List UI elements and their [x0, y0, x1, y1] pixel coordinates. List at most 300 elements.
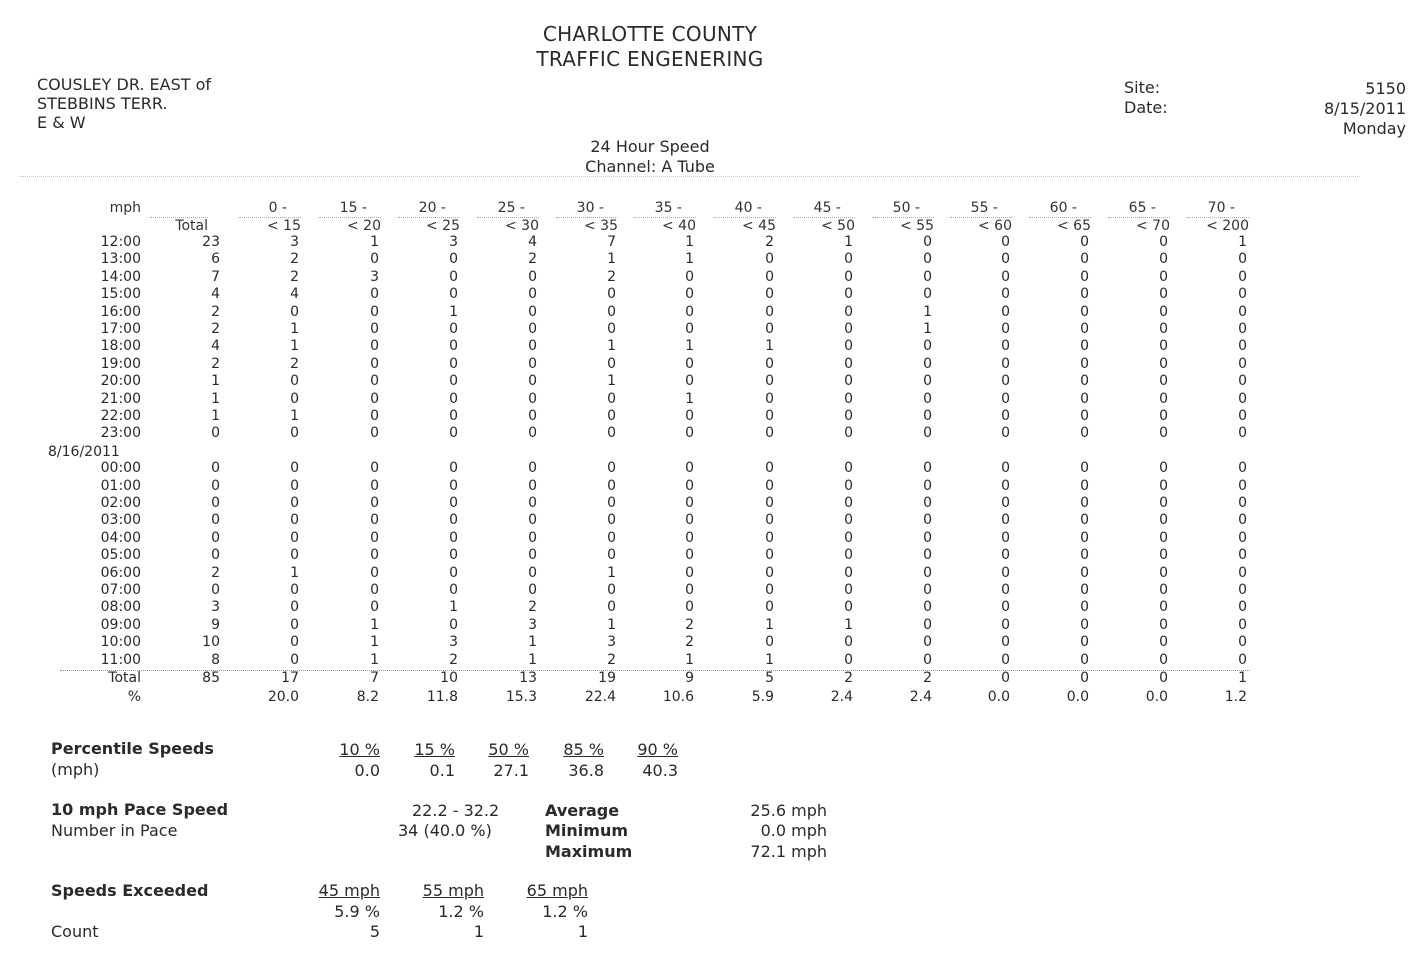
- bin-count: 0: [290, 477, 299, 494]
- bin-count: 0: [1080, 651, 1089, 668]
- bin-count: 2: [765, 234, 774, 250]
- bin-count: 0: [607, 599, 616, 616]
- bin-count: 1: [449, 303, 458, 320]
- bin-count: 0: [765, 582, 774, 598]
- bin-count: 0: [1080, 599, 1089, 616]
- bin-count: 0: [449, 355, 458, 372]
- bin-count: 0: [1080, 616, 1089, 633]
- bin-count: 0: [1238, 321, 1247, 337]
- bin-count: 0: [528, 512, 537, 529]
- bin-count: 0: [1238, 268, 1247, 285]
- grand-total: 85: [202, 670, 220, 686]
- bin-count: 0: [765, 634, 774, 651]
- bin-count: 0: [923, 529, 932, 546]
- bin-count: 0: [370, 495, 379, 511]
- percentile-header: 15 %: [414, 740, 455, 759]
- bin-count: 0: [1159, 321, 1168, 337]
- bin-header-bottom: < 70: [1108, 217, 1170, 234]
- exceeded-count: 5: [369, 922, 380, 941]
- exceeded-header: 45 mph: [318, 881, 380, 900]
- bin-count: 2: [528, 599, 537, 616]
- bin-count: 0: [1159, 234, 1168, 250]
- bin-count: 1: [765, 338, 774, 355]
- bin-count: 0: [370, 408, 379, 424]
- bin-count: 0: [923, 338, 932, 355]
- bin-count: 0: [844, 582, 853, 598]
- bin-percent: 15.3: [505, 689, 537, 705]
- bin-count: 0: [1080, 286, 1089, 303]
- bin-count: 0: [923, 651, 932, 668]
- bin-count: 7: [607, 234, 616, 250]
- bin-count: 0: [449, 251, 458, 268]
- minimum-label: Minimum: [545, 821, 629, 840]
- exceeded-percent: 5.9 %: [334, 902, 380, 921]
- time-label: 09:00: [100, 616, 141, 633]
- bin-count: 0: [844, 390, 853, 407]
- location-line-2: STEBBINS TERR.: [37, 94, 168, 113]
- bin-count: 0: [449, 564, 458, 581]
- bin-count: 0: [765, 373, 774, 390]
- row-total: 0: [211, 547, 220, 564]
- percentile-unit: (mph): [51, 760, 100, 779]
- bin-count: 0: [449, 512, 458, 529]
- bin-count: 1: [685, 338, 694, 355]
- bin-count: 0: [528, 286, 537, 303]
- time-label: 06:00: [100, 564, 141, 581]
- bin-count: 0: [290, 512, 299, 529]
- bin-count: 0: [685, 460, 694, 477]
- totals-label: Total: [108, 670, 141, 686]
- time-label: 16:00: [100, 303, 141, 320]
- bin-count: 0: [528, 425, 537, 442]
- row-total: 1: [211, 390, 220, 407]
- bin-count: 0: [1080, 338, 1089, 355]
- bin-count: 0: [1001, 373, 1010, 390]
- bin-count: 0: [1001, 425, 1010, 442]
- bin-count: 0: [370, 373, 379, 390]
- bin-count: 0: [844, 321, 853, 337]
- bin-count: 0: [1001, 460, 1010, 477]
- time-label: 21:00: [100, 390, 141, 407]
- bin-count: 0: [765, 495, 774, 511]
- bin-count: 0: [1001, 251, 1010, 268]
- date-break: 8/16/2011: [48, 443, 120, 460]
- bin-count: 0: [290, 495, 299, 511]
- bin-total: 13: [519, 670, 537, 686]
- site-label: Site:: [1124, 78, 1161, 97]
- bin-header-top: 35 -: [654, 200, 682, 216]
- bin-count: 0: [685, 268, 694, 285]
- bin-count: 0: [370, 338, 379, 355]
- bin-count: 0: [290, 651, 299, 668]
- bin-count: 0: [923, 564, 932, 581]
- bin-header-bottom: < 55: [872, 217, 934, 234]
- bin-count: 0: [1238, 251, 1247, 268]
- time-label: 20:00: [100, 373, 141, 390]
- bin-header-top: 25 -: [497, 200, 525, 216]
- bin-count: 0: [449, 408, 458, 424]
- bin-count: 0: [1159, 390, 1168, 407]
- bin-header-bottom: < 50: [793, 217, 855, 234]
- exceeded-count: 1: [577, 922, 588, 941]
- row-total: 9: [211, 616, 220, 633]
- bin-percent: 5.9: [751, 689, 774, 705]
- bin-count: 0: [1238, 495, 1247, 511]
- bin-count: 1: [370, 651, 379, 668]
- bin-count: 0: [1080, 512, 1089, 529]
- bin-count: 0: [528, 268, 537, 285]
- bin-count: 0: [765, 529, 774, 546]
- bin-count: 0: [1238, 303, 1247, 320]
- bin-count: 0: [370, 321, 379, 337]
- bin-count: 0: [844, 599, 853, 616]
- exceeded-count-label: Count: [51, 922, 99, 941]
- bin-count: 0: [685, 477, 694, 494]
- row-total: 4: [211, 338, 220, 355]
- bin-count: 0: [370, 564, 379, 581]
- percentile-title: Percentile Speeds: [51, 739, 214, 758]
- time-label: 00:00: [100, 460, 141, 477]
- bin-header-bottom: < 30: [477, 217, 539, 234]
- bin-count: 0: [290, 582, 299, 598]
- bin-percent: 10.6: [662, 689, 694, 705]
- row-total: 0: [211, 582, 220, 598]
- time-label: 11:00: [100, 651, 141, 668]
- bin-count: 0: [765, 390, 774, 407]
- bin-count: 0: [528, 547, 537, 564]
- bin-count: 0: [528, 582, 537, 598]
- bin-count: 0: [1159, 547, 1168, 564]
- header-divider: [20, 176, 1360, 177]
- bin-total: 2: [923, 670, 932, 686]
- percent-label: %: [127, 689, 141, 705]
- bin-count: 1: [370, 616, 379, 633]
- bin-count: 0: [923, 355, 932, 372]
- bin-header-bottom: < 45: [714, 217, 776, 234]
- bin-count: 0: [528, 373, 537, 390]
- row-total: 0: [211, 529, 220, 546]
- time-label: 23:00: [100, 425, 141, 442]
- bin-count: 0: [1080, 477, 1089, 494]
- bin-count: 0: [1001, 564, 1010, 581]
- bin-count: 2: [290, 355, 299, 372]
- row-total: 0: [211, 512, 220, 529]
- bin-count: 0: [290, 460, 299, 477]
- bin-count: 0: [844, 373, 853, 390]
- bin-count: 0: [290, 303, 299, 320]
- bin-count: 1: [290, 321, 299, 337]
- bin-count: 0: [685, 373, 694, 390]
- bin-count: 0: [528, 321, 537, 337]
- bin-count: 1: [607, 616, 616, 633]
- bin-count: 0: [844, 268, 853, 285]
- bin-count: 0: [685, 321, 694, 337]
- bin-count: 0: [607, 495, 616, 511]
- bin-count: 0: [844, 547, 853, 564]
- bin-count: 0: [923, 634, 932, 651]
- time-label: 15:00: [100, 286, 141, 303]
- bin-count: 3: [607, 634, 616, 651]
- bin-count: 0: [370, 425, 379, 442]
- bin-count: 0: [923, 425, 932, 442]
- bin-count: 1: [685, 251, 694, 268]
- bin-percent: 22.4: [584, 689, 616, 705]
- bin-count: 0: [765, 303, 774, 320]
- report-title: 24 Hour Speed: [590, 137, 710, 156]
- bin-header-bottom: < 35: [556, 217, 618, 234]
- bin-count: 0: [370, 529, 379, 546]
- bin-count: 0: [923, 460, 932, 477]
- bin-count: 0: [1159, 251, 1168, 268]
- bin-header-bottom: < 20: [319, 217, 381, 234]
- percentile-header: 85 %: [563, 740, 604, 759]
- bin-count: 0: [844, 651, 853, 668]
- bin-header-top: 60 -: [1049, 200, 1077, 216]
- bin-count: 0: [1080, 408, 1089, 424]
- site-value: 5150: [1365, 79, 1406, 98]
- bin-count: 0: [1238, 547, 1247, 564]
- bin-count: 0: [685, 582, 694, 598]
- bin-count: 0: [607, 355, 616, 372]
- bin-count: 0: [370, 390, 379, 407]
- percentile-value: 40.3: [642, 761, 678, 780]
- bin-count: 0: [370, 477, 379, 494]
- bin-count: 0: [844, 495, 853, 511]
- bin-count: 0: [290, 634, 299, 651]
- bin-count: 0: [1159, 303, 1168, 320]
- bin-count: 0: [607, 547, 616, 564]
- bin-count: 2: [685, 634, 694, 651]
- bin-count: 0: [844, 477, 853, 494]
- bin-count: 0: [1001, 529, 1010, 546]
- bin-count: 0: [1159, 564, 1168, 581]
- time-label: 08:00: [100, 599, 141, 616]
- bin-count: 0: [765, 355, 774, 372]
- pace-title: 10 mph Pace Speed: [51, 800, 229, 819]
- bin-count: 0: [1001, 582, 1010, 598]
- bin-count: 0: [923, 251, 932, 268]
- agency-name: CHARLOTTE COUNTY: [542, 22, 758, 46]
- bin-count: 0: [1159, 408, 1168, 424]
- time-label: 05:00: [100, 547, 141, 564]
- bin-count: 0: [1080, 582, 1089, 598]
- bin-count: 0: [1001, 321, 1010, 337]
- bin-count: 0: [1238, 477, 1247, 494]
- percentile-value: 0.1: [429, 761, 455, 780]
- bin-header-top: 30 -: [576, 200, 604, 216]
- bin-count: 0: [449, 582, 458, 598]
- bin-count: 0: [528, 477, 537, 494]
- bin-header-top: 50 -: [892, 200, 920, 216]
- bin-count: 0: [449, 425, 458, 442]
- bin-count: 0: [1159, 286, 1168, 303]
- bin-count: 3: [370, 268, 379, 285]
- row-total: 2: [211, 355, 220, 372]
- bin-count: 0: [607, 512, 616, 529]
- bin-count: 0: [528, 338, 537, 355]
- day-value: Monday: [1342, 119, 1406, 138]
- bin-count: 0: [1159, 512, 1168, 529]
- bin-total: 0: [1001, 670, 1010, 686]
- bin-count: 0: [1080, 321, 1089, 337]
- bin-count: 0: [290, 547, 299, 564]
- row-total: 2: [211, 321, 220, 337]
- bin-count: 0: [844, 303, 853, 320]
- bin-count: 0: [844, 286, 853, 303]
- row-total: 0: [211, 495, 220, 511]
- bin-total: 7: [370, 670, 379, 686]
- bin-count: 0: [765, 599, 774, 616]
- bin-count: 1: [370, 634, 379, 651]
- bin-count: 0: [607, 321, 616, 337]
- bin-count: 1: [844, 234, 853, 250]
- bin-count: 0: [685, 303, 694, 320]
- bin-total: 2: [844, 670, 853, 686]
- bin-count: 0: [528, 408, 537, 424]
- bin-count: 1: [923, 321, 932, 337]
- bin-count: 0: [765, 286, 774, 303]
- bin-count: 0: [1159, 599, 1168, 616]
- bin-count: 3: [290, 234, 299, 250]
- bin-count: 0: [1238, 355, 1247, 372]
- bin-count: 2: [607, 268, 616, 285]
- bin-count: 3: [449, 234, 458, 250]
- pace-range: 22.2 - 32.2: [412, 801, 500, 820]
- pace-number-value: 34 (40.0 %): [398, 821, 492, 840]
- bin-count: 1: [607, 338, 616, 355]
- bin-count: 0: [685, 599, 694, 616]
- bin-header-top: 0 -: [268, 200, 287, 216]
- bin-count: 0: [528, 355, 537, 372]
- bin-count: 0: [370, 460, 379, 477]
- bin-count: 0: [607, 529, 616, 546]
- bin-count: 0: [685, 286, 694, 303]
- bin-header-top: 70 -: [1207, 200, 1235, 216]
- bin-count: 0: [607, 286, 616, 303]
- bin-count: 2: [685, 616, 694, 633]
- bin-count: 0: [449, 373, 458, 390]
- bin-header-top: 55 -: [970, 200, 998, 216]
- bin-count: 0: [1001, 651, 1010, 668]
- minimum-value: 0.0 mph: [760, 821, 827, 840]
- percentile-header: 50 %: [488, 740, 529, 759]
- bin-count: 0: [1080, 425, 1089, 442]
- bin-count: 0: [607, 460, 616, 477]
- bin-count: 0: [370, 251, 379, 268]
- bin-count: 0: [844, 634, 853, 651]
- bin-count: 0: [1080, 251, 1089, 268]
- bin-count: 0: [1001, 303, 1010, 320]
- bin-count: 0: [1080, 529, 1089, 546]
- bin-count: 0: [449, 321, 458, 337]
- bin-count: 0: [1238, 408, 1247, 424]
- row-total: 6: [211, 251, 220, 268]
- row-total: 1: [211, 373, 220, 390]
- bin-count: 0: [765, 460, 774, 477]
- bin-count: 0: [765, 321, 774, 337]
- time-label: 02:00: [100, 495, 141, 511]
- bin-count: 0: [1159, 477, 1168, 494]
- bin-header-top: 40 -: [734, 200, 762, 216]
- bin-count: 0: [1001, 599, 1010, 616]
- time-label: 04:00: [100, 529, 141, 546]
- bin-count: 2: [290, 268, 299, 285]
- bin-count: 4: [528, 234, 537, 250]
- bin-count: 0: [923, 408, 932, 424]
- bin-count: 0: [449, 616, 458, 633]
- total-header: Total: [150, 217, 208, 234]
- bin-count: 0: [1080, 373, 1089, 390]
- bin-count: 0: [923, 512, 932, 529]
- bin-count: 1: [1238, 234, 1247, 250]
- time-label: 12:00: [100, 234, 141, 250]
- bin-count: 0: [290, 425, 299, 442]
- row-total: 10: [202, 634, 220, 651]
- average-label: Average: [545, 801, 620, 820]
- time-label: 07:00: [100, 582, 141, 598]
- bin-count: 0: [844, 251, 853, 268]
- exceeded-percent: 1.2 %: [438, 902, 484, 921]
- bin-header-bottom: < 40: [634, 217, 696, 234]
- bin-count: 1: [370, 234, 379, 250]
- percentile-header: 10 %: [339, 740, 380, 759]
- bin-count: 1: [290, 338, 299, 355]
- bin-count: 2: [528, 251, 537, 268]
- bin-percent: 8.2: [356, 689, 379, 705]
- location-line-3: E & W: [37, 113, 86, 132]
- bin-header-bottom: < 15: [239, 217, 301, 234]
- row-total: 7: [211, 268, 220, 285]
- bin-percent: 1.2: [1224, 689, 1247, 705]
- bin-percent: 0.0: [1145, 689, 1168, 705]
- bin-count: 0: [449, 529, 458, 546]
- bin-count: 0: [1238, 529, 1247, 546]
- bin-count: 0: [923, 495, 932, 511]
- maximum-label: Maximum: [545, 842, 633, 861]
- row-total: 0: [211, 460, 220, 477]
- bin-count: 0: [844, 529, 853, 546]
- bin-count: 1: [923, 303, 932, 320]
- bin-count: 0: [685, 425, 694, 442]
- bin-count: 0: [290, 599, 299, 616]
- bin-count: 0: [923, 390, 932, 407]
- bin-count: 0: [1001, 634, 1010, 651]
- bin-header-bottom: < 60: [950, 217, 1012, 234]
- bin-count: 0: [607, 425, 616, 442]
- time-label: 03:00: [100, 512, 141, 529]
- bin-count: 1: [528, 651, 537, 668]
- bin-count: 0: [1080, 390, 1089, 407]
- bin-header-top: 15 -: [339, 200, 367, 216]
- bin-header-top: 65 -: [1128, 200, 1156, 216]
- bin-header-top: 45 -: [813, 200, 841, 216]
- bin-count: 0: [923, 582, 932, 598]
- bin-count: 0: [1001, 495, 1010, 511]
- bin-count: 0: [1159, 338, 1168, 355]
- bin-count: 0: [1159, 355, 1168, 372]
- bin-count: 0: [685, 355, 694, 372]
- percentile-value: 27.1: [493, 761, 529, 780]
- bin-count: 0: [370, 547, 379, 564]
- bin-count: 0: [290, 390, 299, 407]
- bin-count: 0: [370, 512, 379, 529]
- bin-count: 1: [449, 599, 458, 616]
- bin-count: 1: [765, 651, 774, 668]
- bin-count: 1: [685, 390, 694, 407]
- bin-count: 0: [1001, 286, 1010, 303]
- bin-count: 0: [1159, 268, 1168, 285]
- bin-count: 0: [1001, 338, 1010, 355]
